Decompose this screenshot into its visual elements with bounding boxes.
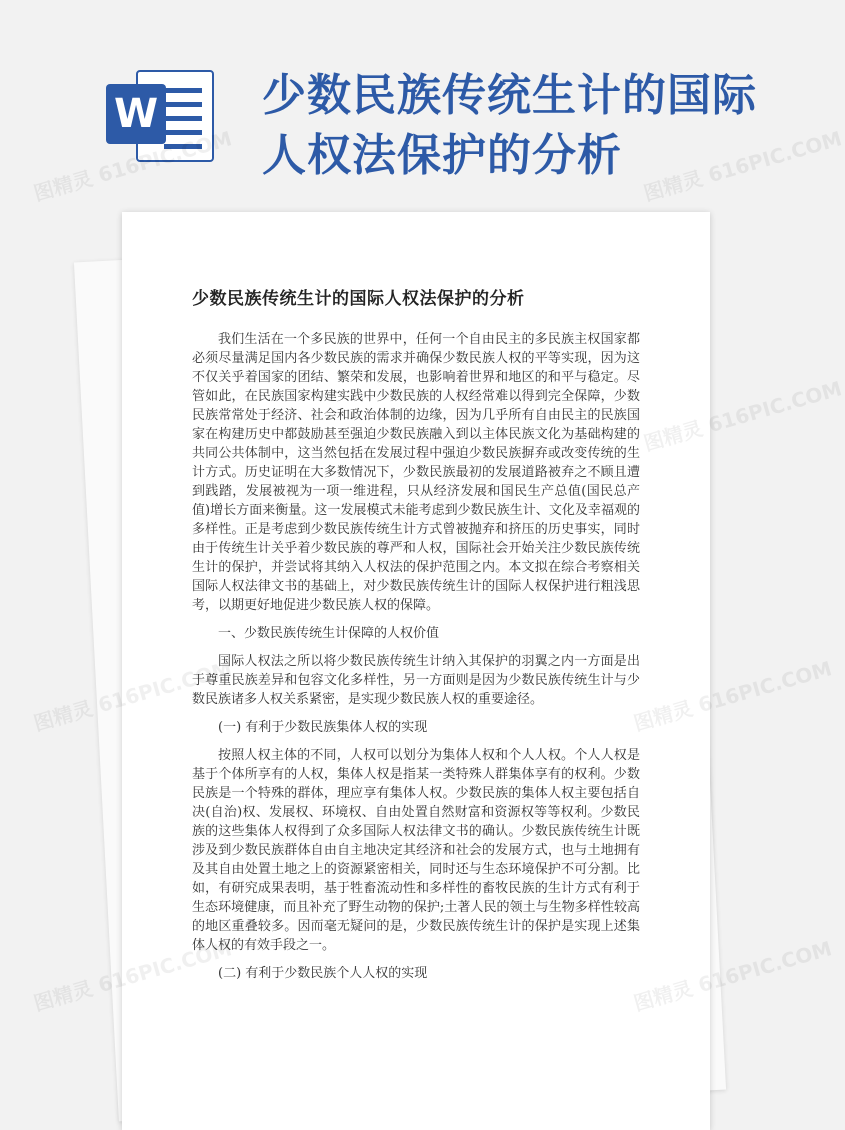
word-document-icon — [106, 70, 216, 162]
watermark: 图精灵 — [31, 696, 96, 736]
subsection-heading-2: (二) 有利于少数民族个人人权的实现 — [218, 966, 428, 981]
watermark: 图精灵 616PIC.COM — [641, 376, 845, 456]
word-letter-badge: W — [106, 84, 166, 144]
watermark: 图精灵 616PIC.COM — [641, 126, 845, 206]
watermark: 图精灵 — [31, 976, 96, 1016]
document-page — [122, 212, 710, 1130]
paragraph-subsection-1: 按照人权主体的不同，人权可以划分为集体人权和个人人权。个人人权是基于个体所享有的人权，集体人权是指某一类特殊人群集体享有的权利。少数民族是一个特殊的群体，理应享有集体人权。少数民族的集体人权主要包括自决(自治)权、发展权、环境权、自由处置自然财富和资源权等等权利。少数民族的这些集体人权得到了众多国际人权法律文书的确认。少数民族传统生计既涉及到少数民族群体自由自主地决定其经济和社会的发展方式，也与土地拥有及其自由处置土地之上的资源紧密相关，同时还与生态环境保护不可分割。比如，有研究成果表明，基于牲畜流动性和多样性的畜牧民族的生计方式有利于生态环境健康，而且补充了野生动物的保护;土著人民的领土与生物多样性较高的地区重叠较多。因而毫无疑问的是，少数民族传统生计的保护是实现上述集体人权的有效手段之一。 — [192, 748, 640, 953]
watermark: 图精灵 616PIC.COM — [631, 656, 835, 736]
document-body — [192, 330, 640, 992]
section-heading-1: 一、少数民族传统生计保障的人权价值 — [218, 626, 440, 641]
watermark: 图精灵 616PIC.COM — [631, 936, 835, 1016]
watermark: 图精灵 616PIC.COM — [31, 126, 235, 206]
banner — [0, 0, 800, 205]
paragraph-intro: 我们生活在一个多民族的世界中，任何一个自由民主的多民族主权国家都必须尽量满足国内各少数民族的需求并确保少数民族人权的平等实现，因为这不仅关乎着国家的团结、繁荣和发展，也影响着世界和地区的和平与稳定。尽管如此，在民族国家构建实践中少数民族的人权经常难以得到完全保障，少数民族常常处于经济、社会和政治体制的边缘，因为几乎所有自由民主的民族国家在构建历史中都鼓励甚至强迫少数民族融入到以主体民族文化为基础构建的共同公共体制中，这当然包括在发展过程中强迫少数民族摒弃或改变传统的生计方式。历史证明在大多数情况下，少数民族最初的发展道路被弃之不顾且遭到践踏，发展被视为一项一维进程，只从经济发展和国民生产总值(国民总产值)增长方面来衡量。这一发展模式未能考虑到少数民族生计、文化及幸福观的多样性。正是考虑到少数民族传统生计方式曾被抛弃和挤压的历史事实，同时由于传统生计关乎着少数民族的尊严和人权，国际社会开始关注少数民族传统生计的保护，并尝试将其纳入人权法的保护范围之内。本文拟在综合考察相关国际人权法律文书的基础上，对少数民族传统生计的国际人权保护进行粗浅思考，以期更好地促进少数民族人权的保障。 — [192, 332, 640, 613]
document-title: 少数民族传统生计的国际人权法保护的分析 — [192, 289, 525, 309]
subsection-heading-1: (一) 有利于少数民族集体人权的实现 — [218, 720, 428, 735]
banner-title: 少数民族传统生计的国际人权法保护的分析 — [262, 70, 757, 181]
paragraph-section-1: 国际人权法之所以将少数民族传统生计纳入其保护的羽翼之内一方面是出于尊重民族差异和包容文化多样性，另一方面则是因为少数民族传统生计与少数民族诸多人权关系紧密，是实现少数民族人权的重要途径。 — [192, 654, 640, 707]
